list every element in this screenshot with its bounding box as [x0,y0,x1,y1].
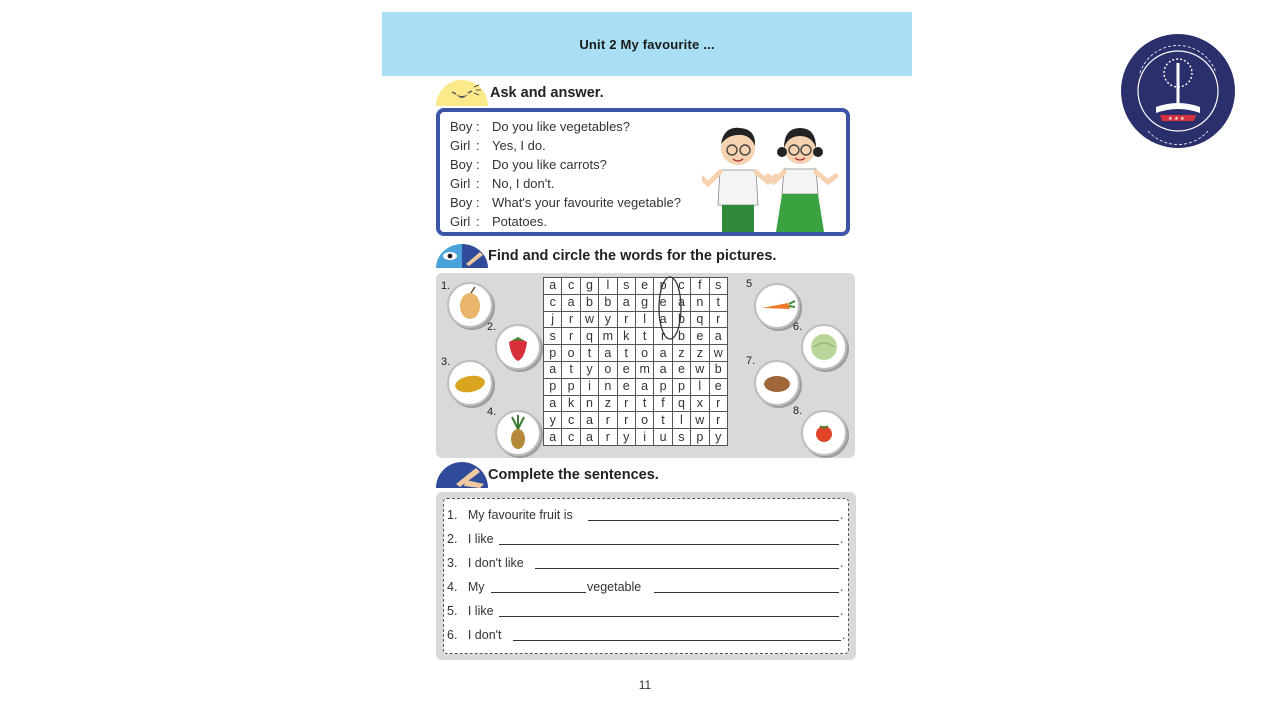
grid-cell[interactable]: e [709,378,727,395]
grid-cell[interactable]: e [691,328,709,345]
grid-cell[interactable]: c [544,294,562,311]
end-mark: . [840,604,844,618]
dialog-line: Boy : Do you like vegetables? [450,119,631,134]
grid-cell[interactable]: t [580,345,598,362]
dialog-line: Girl : Yes, I do. [450,138,546,153]
grid-cell[interactable]: a [562,294,580,311]
grid-cell[interactable]: t [635,395,653,412]
papaya-icon [449,362,491,404]
section1-title: Ask and answer. [490,85,604,101]
dialog-line: Boy : Do you like carrots? [450,157,607,172]
grid-cell[interactable]: a [544,278,562,295]
picture-number: 4. [487,406,497,418]
picture-tomato [801,410,847,456]
grid-cell[interactable]: o [635,412,653,429]
answer-blank-5[interactable] [499,616,839,617]
grid-row [544,361,728,378]
end-mark: . [840,580,844,594]
grid-cell[interactable]: a [544,395,562,412]
grid-cell[interactable]: b [672,311,690,328]
picture-strawberry [495,324,541,370]
answer-blank-4b[interactable] [654,592,839,593]
grid-cell[interactable]: p [654,278,672,295]
grid-cell[interactable]: c [562,429,580,446]
cabbage-icon [803,326,845,368]
grid-cell[interactable]: s [544,328,562,345]
speech-bubbles-icon [436,80,488,106]
end-mark: . [842,628,846,642]
section1-header [436,80,604,106]
grid-cell[interactable]: o [635,345,653,362]
grid-cell[interactable]: z [672,345,690,362]
grid-cell[interactable]: n [691,294,709,311]
grid-cell[interactable]: e [617,378,635,395]
picture-number: 2. [487,321,497,333]
grid-cell[interactable]: w [709,345,727,362]
grid-cell[interactable]: j [544,311,562,328]
grid-cell[interactable]: r [599,412,617,429]
picture-papaya [447,360,493,406]
grid-cell[interactable]: f [654,395,672,412]
picture-number: 1. [441,280,451,292]
grid-cell[interactable]: r [617,311,635,328]
grid-cell[interactable]: e [617,361,635,378]
grid-row [544,395,728,412]
grid-cell[interactable]: r [617,412,635,429]
potato-icon [756,362,798,404]
grid-cell[interactable]: i [580,378,598,395]
wordsearch-grid [543,277,728,446]
sentence-1: 1. My favourite fruit is [447,508,573,522]
grid-cell[interactable]: t [617,345,635,362]
page-number: 11 [638,678,652,692]
grid-cell[interactable]: k [562,395,580,412]
picture-cabbage [801,324,847,370]
grid-cell[interactable]: a [654,345,672,362]
sentence-2: 2. I like [447,532,494,546]
unit-header [382,12,912,76]
grid-cell[interactable]: n [580,395,598,412]
picture-number: 8. [793,405,803,417]
grid-cell[interactable]: y [580,361,598,378]
answer-blank-4a[interactable] [491,592,586,593]
grid-cell[interactable]: c [562,412,580,429]
picture-potato [754,360,800,406]
picture-number: 5 [746,278,753,290]
grid-cell[interactable]: t [562,361,580,378]
picture-number: 3. [441,356,451,368]
grid-cell[interactable]: z [691,345,709,362]
sentence-3: 3. I don't like [447,556,524,570]
grid-row [544,345,728,362]
grid-cell[interactable]: w [580,311,598,328]
grid-cell[interactable]: s [617,278,635,295]
grid-cell[interactable]: w [691,361,709,378]
answer-blank-3[interactable] [535,568,839,569]
section3-title: Complete the sentences. [488,467,659,483]
grid-cell[interactable]: a [617,294,635,311]
grid-cell[interactable]: w [691,412,709,429]
boy-girl-illustration [702,120,844,232]
picture-pineapple [495,410,541,456]
dialog-box [436,108,850,236]
grid-cell[interactable]: l [672,412,690,429]
grid-cell[interactable]: o [562,345,580,362]
end-mark: . [840,508,844,522]
grid-cell[interactable]: b [672,328,690,345]
ministry-logo-icon [1120,33,1236,149]
carrot-icon [756,285,798,327]
grid-cell[interactable]: y [599,311,617,328]
grid-cell[interactable]: t [709,294,727,311]
grid-cell[interactable]: r [709,311,727,328]
grid-cell[interactable]: t [635,328,653,345]
grid-cell[interactable]: b [599,294,617,311]
grid-cell[interactable]: b [580,294,598,311]
grid-cell[interactable]: p [544,378,562,395]
grid-cell[interactable]: p [691,429,709,446]
grid-cell[interactable]: e [672,361,690,378]
grid-cell[interactable]: l [691,378,709,395]
sentence-4: 4. My [447,580,485,594]
grid-cell[interactable]: m [635,361,653,378]
eye-pencil-icon [436,244,488,268]
grid-cell[interactable]: t [654,412,672,429]
sentence-6: 6. I don't [447,628,502,642]
grid-row [544,378,728,395]
grid-cell[interactable]: r [562,328,580,345]
sentence-4-word: vegetable [587,580,642,594]
picture-number: 6. [793,321,803,333]
grid-cell[interactable]: n [599,378,617,395]
grid-row [544,278,728,295]
end-mark: . [840,556,844,570]
picture-number: 7. [746,355,756,367]
grid-cell[interactable]: g [580,278,598,295]
grid-cell[interactable]: g [635,294,653,311]
grid-row [544,328,728,345]
grid-cell[interactable]: p [654,378,672,395]
dialog-line: Boy : What's your favourite vegetable? [450,195,681,210]
grid-cell[interactable]: r [617,395,635,412]
section3-header [436,462,659,488]
circled-word-pear [655,275,685,341]
pineapple-icon [497,412,539,454]
grid-cell[interactable]: a [654,311,672,328]
grid-cell[interactable]: r [709,395,727,412]
grid-cell[interactable]: q [691,311,709,328]
grid-cell[interactable]: c [672,278,690,295]
section2-title: Find and circle the words for the pictures. [488,248,777,264]
answer-blank-6[interactable] [513,640,841,641]
grid-cell[interactable]: e [654,294,672,311]
grid-cell[interactable]: a [635,378,653,395]
svg-text:★ ★ ★: ★ ★ ★ [1168,116,1185,122]
grid-cell[interactable]: q [580,328,598,345]
grid-cell[interactable]: x [691,395,709,412]
grid-cell[interactable]: o [599,361,617,378]
unit-title: Unit 2 My favourite ... [579,36,715,52]
grid-row [544,429,728,446]
grid-cell[interactable]: a [599,345,617,362]
grid-cell[interactable]: a [672,294,690,311]
end-mark: . [840,532,844,546]
grid-cell[interactable]: b [709,361,727,378]
grid-cell[interactable]: e [635,278,653,295]
grid-cell[interactable]: l [635,311,653,328]
grid-cell[interactable]: i [635,429,653,446]
grid-cell[interactable]: z [599,395,617,412]
answer-blank-1[interactable] [588,520,839,521]
sentence-5: 5. I like [447,604,494,618]
mango-icon [449,284,491,326]
grid-row [544,311,728,328]
grid-cell[interactable]: a [580,429,598,446]
grid-cell[interactable]: p [544,345,562,362]
dialog-line: Girl : Potatoes. [450,214,547,229]
grid-cell[interactable]: a [544,429,562,446]
grid-cell[interactable]: r [599,429,617,446]
tomato-icon [803,412,845,454]
grid-cell[interactable]: y [544,412,562,429]
grid-cell[interactable]: p [672,378,690,395]
strawberry-icon [497,326,539,368]
grid-cell[interactable]: a [654,361,672,378]
answer-blank-2[interactable] [499,544,839,545]
grid-cell[interactable]: k [617,328,635,345]
grid-cell[interactable]: u [654,429,672,446]
grid-row [544,412,728,429]
grid-cell[interactable]: r [709,412,727,429]
grid-cell[interactable]: s [672,429,690,446]
grid-row [544,294,728,311]
section2-header [436,244,776,268]
pencil-hand-icon [436,462,488,488]
grid-cell[interactable]: s [709,278,727,295]
grid-cell[interactable]: y [617,429,635,446]
grid-cell[interactable]: c [562,278,580,295]
grid-cell[interactable]: l [599,278,617,295]
dialog-line: Girl : No, I don't. [450,176,555,191]
grid-cell[interactable]: m [599,328,617,345]
grid-cell[interactable]: y [709,429,727,446]
grid-cell[interactable]: r [654,328,672,345]
grid-cell[interactable]: q [672,395,690,412]
grid-cell[interactable]: a [580,412,598,429]
grid-cell[interactable]: r [562,311,580,328]
grid-cell[interactable]: a [544,361,562,378]
grid-cell[interactable]: a [709,328,727,345]
grid-cell[interactable]: p [562,378,580,395]
grid-cell[interactable]: f [691,278,709,295]
